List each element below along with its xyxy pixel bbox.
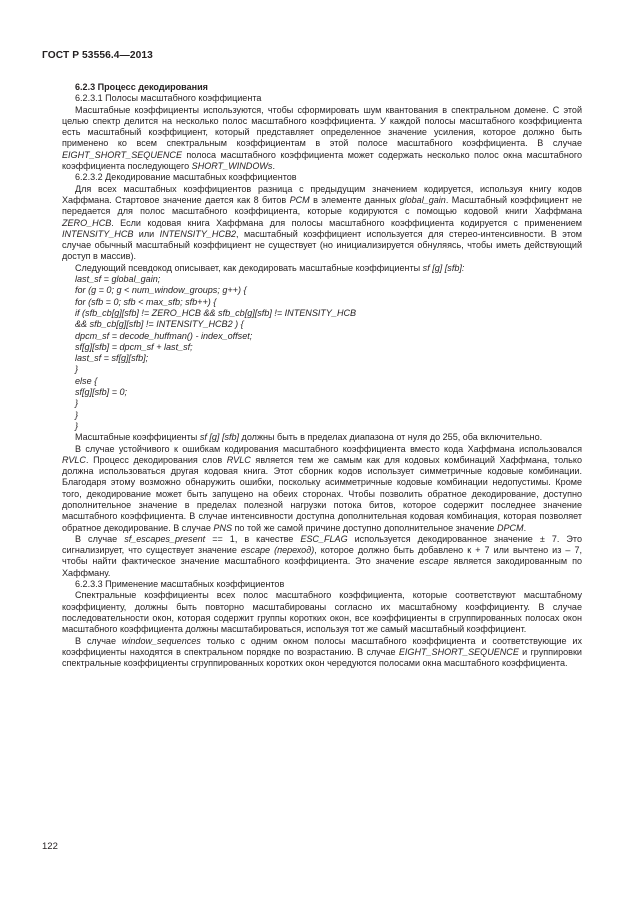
italic-term: INTENSITY_HCB bbox=[62, 228, 134, 239]
document-header: ГОСТ Р 53556.4—2013 bbox=[42, 50, 153, 61]
code-line: } bbox=[75, 398, 79, 409]
code-line: } bbox=[75, 420, 79, 431]
text-run: является тем же самым как для кодовых комбинаций Хаффмана, только должна использоваться другая кодовая книга. Этот сборник кодов использует симметричные кодовые комбинации. Благодаря этому возможно обнаружить ошибки, поскольку асимметричные кодовые комбинации недопустимы. Кроме того, декодирование может быть запущено на обеих сторонах. Чтобы позволить обратное декодирование, доступно дополнительное значение в пределах полезной нагрузки потока битов, которое содержит последнее значение масштабного коэффициента. В случае интенсивности доступна дополнительная кодовая комбинация, которая позволяет обратное декодирование. В случае bbox=[62, 454, 582, 533]
text-run: . bbox=[523, 522, 527, 533]
italic-term: PNS bbox=[213, 522, 233, 533]
main-content bbox=[62, 82, 582, 669]
italic-term: global_gain bbox=[399, 194, 446, 205]
text-run: . Если кодовая книга Хаффмана для полосы масштабного коэффициента кодируется с применением bbox=[111, 217, 582, 228]
italic-term: INTENSITY_HCB2 bbox=[159, 228, 237, 239]
italic-term: sf_escapes_present bbox=[124, 533, 206, 544]
text-run: Масштабные коэффициенты bbox=[75, 432, 200, 443]
paragraph-escapes bbox=[62, 534, 582, 579]
italic-term: ZERO_HCB bbox=[62, 217, 112, 228]
italic-term: SHORT_WINDOWs bbox=[191, 161, 273, 172]
text-run: В случае bbox=[75, 533, 125, 544]
text-run: должны быть в пределах диапазона от нуля до 255, оба включительно. bbox=[239, 432, 543, 443]
paragraph-scale-decoding bbox=[62, 184, 582, 263]
paragraph-apply-coefficients bbox=[62, 590, 582, 635]
code-line: sf[g][sfb] = dpcm_sf + last_sf; bbox=[75, 341, 193, 352]
text-run: В случае bbox=[75, 635, 122, 646]
code-line: if (sfb_cb[g][sfb] != ZERO_HCB && sfb_cb[g][sfb] != INTENSITY_HCB bbox=[75, 307, 357, 318]
text-run: Следующий псевдокод описывает, как декодировать масштабные коэффициенты bbox=[75, 262, 423, 273]
section-title-6-2-3: 6.2.3 Процесс декодирования bbox=[75, 82, 208, 92]
page-number: 122 bbox=[42, 841, 58, 852]
text-run: по той же самой причине доступно дополнительное значение bbox=[232, 522, 497, 533]
section-title-6-2-3-3: 6.2.3.3 Применение масштабных коэффициентов bbox=[75, 579, 285, 590]
text-run: Спектральные коэффициенты всех полос масштабного коэффициента, которые соответствуют масштабному коэффициенту, должны быть повторно масштабированы согласно их масштабному коэффициенту. В случае последовательности окон, которая содержит группы коротких окон, все коэффициенты в сгруппированных полосах окон масштабного коэффициента должны масштабироваться, используя тот же самый масштабный коэффициент. bbox=[62, 590, 582, 635]
text-run: . bbox=[272, 161, 275, 172]
italic-term: EIGHT_SHORT_SEQUENCE bbox=[62, 149, 182, 160]
code-line: else { bbox=[75, 375, 98, 386]
code-line: last_sf = sf[g][sfb]; bbox=[75, 353, 149, 364]
italic-term: RVLC bbox=[226, 454, 251, 465]
italic-term: escape bbox=[419, 556, 449, 567]
text-run: Масштабные коэффициенты используются, чтобы сформировать шум квантования в спектральном домене. С этой целью спектр делится на несколько полос масштабного коэффициента. У каждой полосы масштабного коэффициента есть масштабный коэффициент, который представляет определенное значение усиления, которое должно быть применено ко всем спектральным коэффициентам в этой полосе масштабного коэффициента. В случае bbox=[62, 104, 582, 149]
paragraph-rvlc bbox=[62, 444, 582, 534]
text-run: только с одним окном полосы масштабного коэффициента и соответствующие их коэффициенты находятся в спектральном порядке по возрастанию. В случае bbox=[62, 635, 582, 657]
paragraph-value-range bbox=[62, 432, 582, 443]
italic-term: PCM bbox=[289, 194, 310, 205]
pseudocode-block bbox=[62, 274, 582, 432]
italic-term: DPCM bbox=[496, 522, 524, 533]
code-line: } bbox=[75, 409, 79, 420]
code-line: } bbox=[75, 364, 79, 375]
paragraph-pseudocode-intro bbox=[62, 263, 582, 274]
paragraph-window-sequences bbox=[62, 636, 582, 670]
text-run: используется декодированное значение ± 7. Это сигнализирует, что существует значение bbox=[62, 533, 582, 556]
code-line: for (sfb = 0; sfb < max_sfb; sfb++) { bbox=[75, 296, 217, 307]
italic-term: sf [g] [sfb] bbox=[199, 432, 240, 443]
italic-term: window_sequences bbox=[121, 635, 201, 646]
text-run: или bbox=[133, 228, 160, 239]
text-run: , масштабный коэффициент используется для стерео-интенсивности. В этом случае обычный масштабный коэффициент не существует (но инициализируется обнуляясь, чтобы иметь действующий доступ в массив). bbox=[62, 228, 582, 262]
section-title-6-2-3-2: 6.2.3.2 Декодирование масштабных коэффициентов bbox=[75, 172, 297, 183]
italic-term: sf [g] [sfb]: bbox=[422, 262, 465, 273]
paragraph-scale-bands bbox=[62, 105, 582, 173]
text-run: Для всех масштабных коэффициентов разница с предыдущим значением кодируется, используя книгу кодов Хаффмана. Стартовое значение дается как 8 битов bbox=[62, 183, 582, 205]
italic-term: ESC_FLAG bbox=[300, 533, 348, 544]
code-line: && sfb_cb[g][sfb] != INTENSITY_HCB2 ) { bbox=[75, 319, 244, 330]
italic-term: escape (переход) bbox=[240, 545, 315, 556]
code-line: dpcm_sf = decode_huffman() - index_offset; bbox=[75, 330, 253, 341]
italic-term: EIGHT_SHORT_SEQUENCE bbox=[398, 646, 519, 657]
text-run: в элементе данных bbox=[309, 194, 400, 205]
text-run: и группировки спектральные коэффициенты сгруппированных коротких окон чередуются полосами окна масштабного коэффициента. bbox=[62, 646, 582, 669]
code-line: sf[g][sfb] = 0; bbox=[75, 387, 128, 398]
text-run: , которое должно быть добавлено к + 7 или вычтено из – 7, чтобы найти фактическое значение масштабного коэффициента. Это значение bbox=[62, 545, 582, 567]
text-run: В случае устойчивого к ошибкам кодирования масштабного коэффициента вместо кода Хаффмана использовался bbox=[75, 443, 582, 454]
text-run: . Процесс декодирования слов bbox=[85, 454, 227, 465]
text-run: == 1, в качестве bbox=[205, 533, 301, 544]
code-line: for (g = 0; g < num_window_groups; g++) { bbox=[75, 285, 247, 296]
text-run: является закодированным по Хаффману. bbox=[62, 556, 583, 578]
text-run: . Масштабный коэффициент не передается для полос масштабного коэффициента, которые кодируются с помощью кодовой книги Хаффмана bbox=[62, 194, 582, 217]
text-run: полоса масштабного коэффициента может содержать несколько полос окна масштабного коэффициента последующего bbox=[62, 149, 582, 172]
section-title-6-2-3-1: 6.2.3.1 Полосы масштабного коэффициента bbox=[75, 93, 262, 104]
code-line: last_sf = global_gain; bbox=[75, 274, 161, 285]
italic-term: RVLC bbox=[62, 454, 86, 465]
